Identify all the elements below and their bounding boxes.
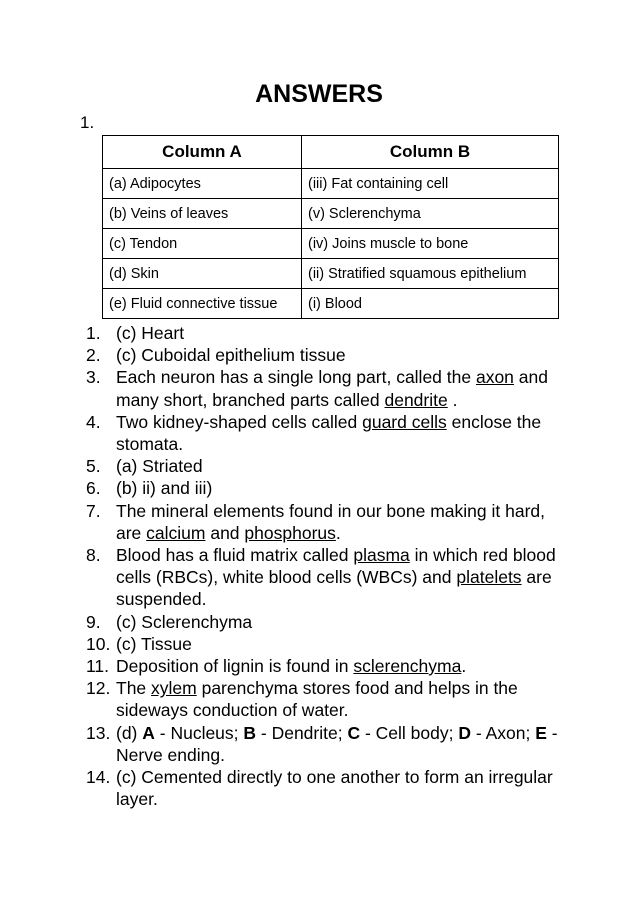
answer-text (116, 455, 566, 477)
table-row (103, 169, 559, 199)
question-1-label: 1. (80, 113, 95, 132)
answer-text (116, 677, 566, 721)
answer-number: 4. (86, 411, 101, 432)
answer-item (86, 344, 566, 366)
answer-text-run: parenchyma stores food and helps in the sideways conduction of water. (116, 678, 518, 721)
answer-text-run: Deposition of lignin is found in (116, 656, 354, 677)
answer-number: 7. (86, 500, 101, 521)
answer-text-run: Blood has a fluid matrix called (116, 545, 354, 566)
answer-item (86, 477, 566, 499)
answer-text (116, 477, 566, 499)
answer-text (116, 655, 566, 677)
answer-list (86, 322, 566, 810)
bold-label: D (458, 722, 471, 743)
answer-text (116, 722, 566, 766)
answer-text-run: (c) Tissue (116, 633, 192, 654)
answer-item (86, 455, 566, 477)
answer-item (86, 677, 566, 721)
table-cell-a: (c) Tendon (103, 229, 302, 259)
table-cell-a: (b) Veins of leaves (103, 199, 302, 229)
answer-number: 12. (86, 678, 111, 699)
answer-item (86, 544, 566, 611)
table-cell-b: (iii) Fat containing cell (302, 169, 559, 199)
answer-text (116, 366, 566, 410)
answer-number: 13. (86, 722, 111, 743)
underlined-term: sclerenchyma (353, 656, 462, 677)
table-row (103, 199, 559, 229)
underlined-term: calcium (146, 522, 206, 543)
answer-text-run: . (461, 656, 467, 677)
underlined-term: platelets (456, 567, 522, 588)
answer-text-run: The mineral elements found in our bone making it hard, are (116, 500, 545, 543)
match-table (102, 135, 559, 319)
answer-number: 3. (86, 367, 101, 388)
answer-text-run: . (335, 522, 341, 543)
answer-item (86, 500, 566, 544)
table-row (103, 229, 559, 259)
underlined-term: guard cells (362, 411, 447, 432)
answer-number: 9. (86, 611, 101, 632)
table-header-row (103, 136, 559, 169)
answer-text-run: - Dendrite; (256, 722, 348, 743)
answer-text-run: (c) Cemented directly to one another to form an irregular layer. (116, 767, 553, 810)
underlined-term: phosphorus (244, 522, 336, 543)
underlined-term: dendrite (384, 389, 448, 410)
bold-label: E (535, 722, 547, 743)
answer-text-run: Two kidney-shaped cells called (116, 411, 363, 432)
answer-text (116, 544, 566, 611)
table-cell-b: (ii) Stratified squamous epithelium (302, 259, 559, 289)
answer-item (86, 611, 566, 633)
answer-number: 6. (86, 478, 101, 499)
answer-number: 11. (86, 656, 110, 677)
answer-number: 10. (86, 633, 111, 654)
answer-text-run: (a) Striated (116, 456, 203, 477)
answer-number: 2. (86, 345, 101, 366)
answer-text-run: - Axon; (470, 722, 536, 743)
answer-text (116, 322, 566, 344)
answer-text-run: and many short, branched parts called (116, 367, 548, 410)
answer-text (116, 500, 566, 544)
underlined-term: xylem (151, 678, 197, 699)
answer-text-run: The (116, 678, 152, 699)
answer-item (86, 322, 566, 344)
answer-text (116, 611, 566, 633)
underlined-term: plasma (353, 545, 410, 566)
answer-text (116, 633, 566, 655)
answer-number: 1. (86, 323, 101, 343)
answer-text (116, 766, 566, 810)
underlined-term: axon (475, 367, 514, 388)
answer-text (116, 411, 566, 455)
table-cell-a: (d) Skin (103, 259, 302, 289)
answer-number: 8. (86, 545, 101, 566)
column-a-header: Column A (103, 136, 302, 169)
bold-label: C (347, 722, 361, 743)
answer-text-run: and (205, 522, 245, 543)
answer-text-run: (b) ii) and iii) (116, 478, 213, 499)
table-cell-a: (e) Fluid connective tissue (103, 289, 302, 319)
answer-text-run: (d) (116, 722, 143, 743)
bold-label: B (243, 722, 257, 743)
answer-text (116, 344, 566, 366)
answer-number: 14. (86, 767, 111, 788)
answer-item (86, 411, 566, 455)
answer-text-run: are suspended. (116, 567, 552, 610)
bold-label: A (142, 722, 155, 743)
table-cell-b: (i) Blood (302, 289, 559, 319)
answer-text-run: (c) Heart (116, 323, 185, 343)
answer-text-run: in which red blood cells (RBCs), white blood cells (WBCs) and (116, 545, 556, 588)
answer-item (86, 722, 566, 766)
table-cell-b: (iv) Joins muscle to bone (302, 229, 559, 259)
answer-text-run: - Nucleus; (154, 722, 244, 743)
answer-item (86, 633, 566, 655)
table-cell-a: (a) Adipocytes (103, 169, 302, 199)
page-title: ANSWERS (255, 80, 383, 108)
table-row (103, 289, 559, 319)
answer-text-run: - Nerve ending. (116, 722, 558, 765)
table-row (103, 259, 559, 289)
column-b-header: Column B (302, 136, 559, 169)
answer-item (86, 766, 566, 810)
answer-text-run: (c) Cuboidal epithelium tissue (116, 345, 346, 366)
answer-number: 5. (86, 456, 101, 477)
answer-item (86, 366, 566, 410)
answer-text-run: - Cell body; (360, 722, 459, 743)
answer-text-run: Each neuron has a single long part, called the (116, 367, 476, 388)
answer-text-run: (c) Sclerenchyma (116, 611, 253, 632)
table-cell-b: (v) Sclerenchyma (302, 199, 559, 229)
answer-text-run: . (447, 389, 458, 410)
answer-text-run: enclose the stomata. (116, 411, 542, 455)
answer-item (86, 655, 566, 677)
